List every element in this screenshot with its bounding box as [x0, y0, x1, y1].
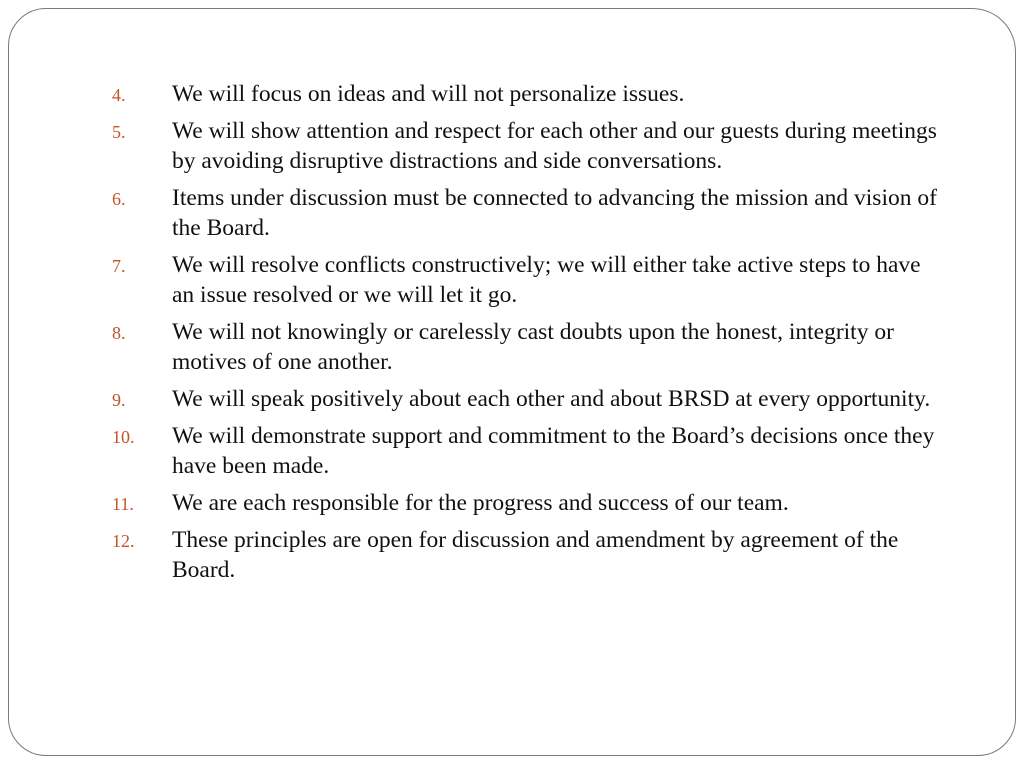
list-item [9, 250, 1017, 310]
list-item [9, 384, 1017, 414]
item-number: 7. [112, 256, 126, 276]
item-text: We will demonstrate support and commitment to the Board’s decisions once they have been made. [172, 423, 935, 479]
item-number: 10. [112, 427, 135, 447]
item-number: 5. [112, 122, 126, 142]
item-number: 12. [112, 531, 135, 551]
item-text: These principles are open for discussion and amendment by agreement of the Board. [172, 527, 899, 583]
item-text: We will not knowingly or carelessly cast doubts upon the honest, integrity or motives of one another. [172, 319, 894, 375]
item-text: We will focus on ideas and will not personalize issues. [172, 81, 685, 107]
list-item [9, 525, 1017, 585]
item-number: 9. [112, 390, 126, 410]
principles-list [9, 79, 1017, 592]
list-item [9, 116, 1017, 176]
slide [8, 8, 1016, 756]
list-item [9, 488, 1017, 518]
list-item [9, 183, 1017, 243]
item-number: 6. [112, 189, 126, 209]
item-text: Items under discussion must be connected to advancing the mission and vision of the Board. [172, 185, 937, 241]
list-item [9, 317, 1017, 377]
item-number: 8. [112, 323, 126, 343]
item-number: 11. [112, 494, 134, 514]
list-item [9, 421, 1017, 481]
item-text: We will speak positively about each other and about BRSD at every opportunity. [172, 386, 931, 412]
item-text: We are each responsible for the progress and success of our team. [172, 490, 789, 516]
item-text: We will show attention and respect for each other and our guests during meetings by avoiding disruptive distractions and side conversations. [172, 118, 937, 174]
item-text: We will resolve conflicts constructively; we will either take active steps to have an issue resolved or we will let it go. [172, 252, 921, 308]
item-number: 4. [112, 85, 126, 105]
list-item [9, 79, 1017, 109]
